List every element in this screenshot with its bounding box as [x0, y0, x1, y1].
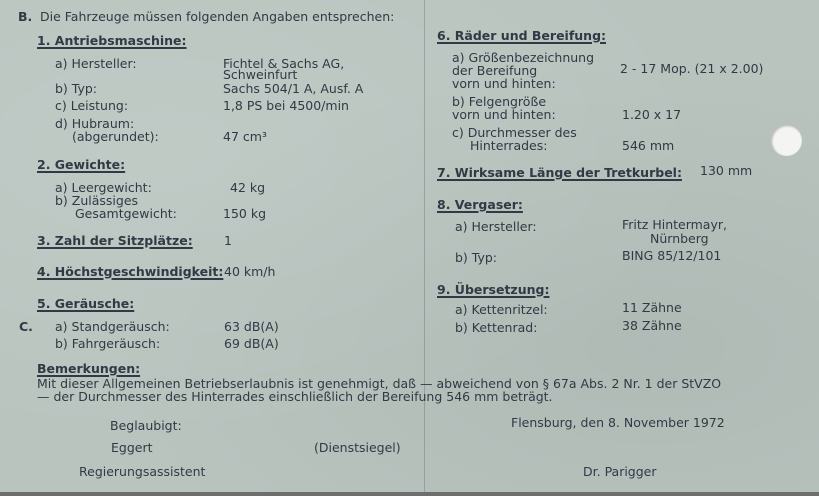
- section-9-title: 9. Übersetzung:: [437, 282, 550, 297]
- intro-text: Die Fahrzeuge müssen folgenden Angaben entsprechen:: [40, 9, 395, 24]
- chain-wheel-value: 38 Zähne: [622, 318, 682, 333]
- gross-weight-value: 150 kg: [223, 206, 267, 221]
- empty-weight-label: a) Leergewicht:: [55, 180, 152, 195]
- sprocket-label: a) Kettenritzel:: [455, 302, 548, 317]
- remarks-title: Bemerkungen:: [37, 361, 141, 376]
- carburetor-type-label: b) Typ:: [455, 250, 498, 265]
- section-6-title: 6. Räder und Bereifung:: [437, 28, 607, 43]
- standing-noise-value: 63 dB(A): [224, 319, 279, 334]
- paper-fold-line: [424, 0, 425, 496]
- section-3-title: 3. Zahl der Sitzplätze:: [37, 233, 193, 248]
- rear-wheel-diameter-value: 546 mm: [622, 138, 675, 153]
- section-2-title: 2. Gewichte:: [37, 157, 126, 172]
- tire-size-label-2: der Bereifung: [452, 63, 538, 78]
- carburetor-manufacturer-value-2: Nürnberg: [650, 231, 709, 246]
- gross-weight-label-2: Gesamtgewicht:: [75, 206, 177, 221]
- driving-noise-value: 69 dB(A): [224, 336, 279, 351]
- signatory-right-name: Dr. Parigger: [583, 464, 657, 479]
- remarks-line-1: Mit dieser Allgemeinen Betriebserlaubnis ist genehmigt, daß — abweichend von § 67a Abs. 2 Nr. 1 der StVZO: [37, 376, 722, 391]
- section-7-title: 7. Wirksame Länge der Tretkurbel:: [437, 165, 682, 180]
- engine-power-label: c) Leistung:: [55, 98, 129, 113]
- driving-noise-label: b) Fahrgeräusch:: [55, 336, 161, 351]
- displacement-label-1: d) Hubraum:: [55, 116, 135, 131]
- engine-type-value: Sachs 504/1 A, Ausf. A: [223, 81, 364, 96]
- standing-noise-label: a) Standgeräusch:: [55, 319, 170, 334]
- carburetor-manufacturer-label: a) Hersteller:: [455, 219, 537, 234]
- displacement-label-2: (abgerundet):: [72, 129, 159, 144]
- section-8-title: 8. Vergaser:: [437, 197, 523, 212]
- certified-label: Beglaubigt:: [110, 418, 182, 433]
- rear-wheel-diameter-label-1: c) Durchmesser des: [452, 125, 577, 140]
- signatory-left-name: Eggert: [111, 440, 153, 455]
- section-4-title: 4. Höchstgeschwindigkeit:: [37, 264, 224, 279]
- rim-size-label-2: vorn und hinten:: [452, 107, 556, 122]
- engine-manufacturer-value-1: Fichtel & Sachs AG,: [223, 56, 345, 71]
- section-1-title: 1. Antriebsmaschine:: [37, 33, 187, 48]
- engine-type-label: b) Typ:: [55, 81, 98, 96]
- rim-size-value: 1.20 x 17: [622, 107, 682, 122]
- carburetor-manufacturer-value-1: Fritz Hintermayr,: [622, 217, 727, 232]
- rear-wheel-diameter-label-2: Hinterrades:: [470, 138, 548, 153]
- section-5-title: 5. Geräusche:: [37, 296, 135, 311]
- place-date: Flensburg, den 8. November 1972: [511, 415, 725, 430]
- empty-weight-value: 42 kg: [230, 180, 266, 195]
- rim-size-label-1: b) Felgengröße: [452, 94, 547, 109]
- sprocket-value: 11 Zähne: [622, 300, 682, 315]
- official-seal-label: (Dienstsiegel): [314, 440, 401, 455]
- carburetor-type-value: BING 85/12/101: [622, 248, 722, 263]
- gross-weight-label-1: b) Zulässiges: [55, 193, 139, 208]
- remarks-line-2: — der Durchmesser des Hinterrades einschließlich der Bereifung 546 mm beträgt.: [37, 389, 553, 404]
- tire-size-label-1: a) Größenbezeichnung: [452, 50, 595, 65]
- section-letter-b: B.: [18, 9, 33, 24]
- seats-value: 1: [224, 233, 232, 248]
- top-speed-value: 40 km/h: [224, 264, 276, 279]
- engine-power-value: 1,8 PS bei 4500/min: [223, 98, 349, 113]
- engine-manufacturer-label: a) Hersteller:: [55, 56, 137, 71]
- crank-length-value: 130 mm: [700, 163, 753, 178]
- chain-wheel-label: b) Kettenrad:: [455, 320, 538, 335]
- displacement-value: 47 cm³: [223, 129, 267, 144]
- punch-hole: [771, 125, 802, 156]
- paper-bottom-edge: [0, 492, 819, 496]
- section-letter-c: C.: [19, 319, 33, 334]
- tire-size-value: 2 - 17 Mop. (21 x 2.00): [620, 61, 764, 76]
- tire-size-label-3: vorn und hinten:: [452, 76, 556, 91]
- engine-manufacturer-value-2: Schweinfurt: [223, 67, 298, 82]
- signatory-left-role: Regierungsassistent: [79, 464, 206, 479]
